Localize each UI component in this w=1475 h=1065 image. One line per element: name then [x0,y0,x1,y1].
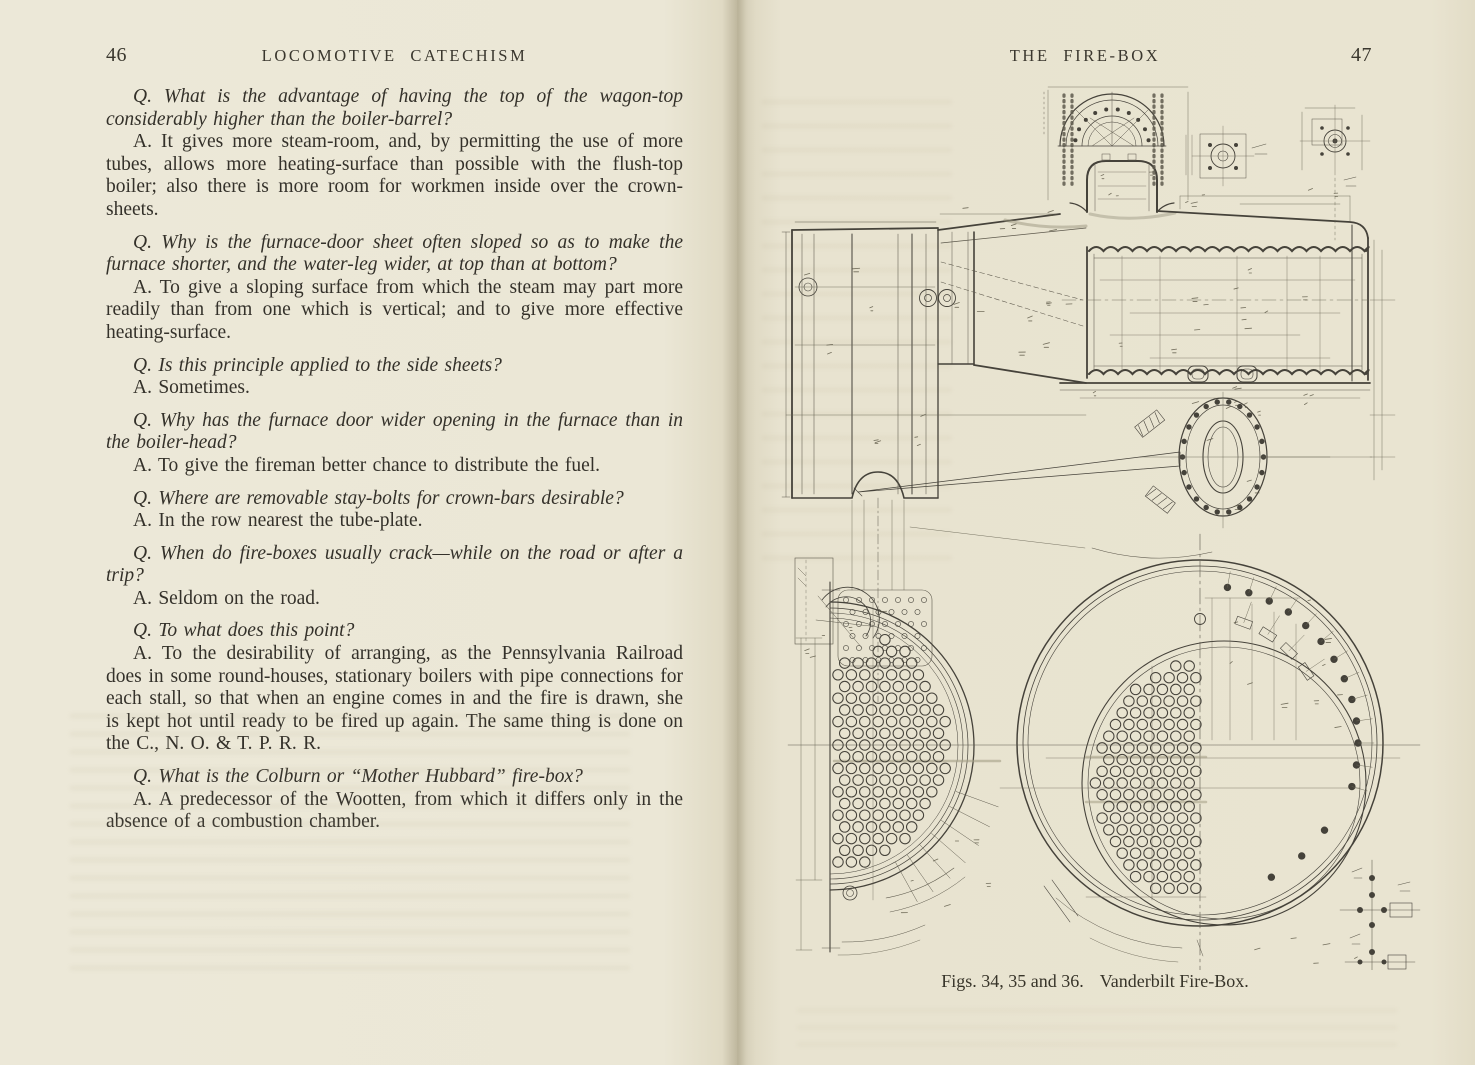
caption-figure-numbers: Figs. 34, 35 and 36. [941,971,1084,991]
mud-ring-detail [795,498,932,702]
figure-caption [845,971,1345,992]
barrel-corrugated-firebox [1060,196,1395,480]
vanderbilt-firebox-drawing [775,80,1465,970]
answer: A. Sometimes. [133,377,250,399]
steam-dome [1070,154,1175,218]
caption-figure-title: Vanderbilt Fire-Box. [1099,971,1249,991]
left-running-head: LOCOMOTIVE CATECHISM [261,46,528,65]
answer: A. It gives more steam-room, and, by permitting the use of more tubes, allows more heating-surface than possible with the flush-top boiler; also there is more room for workmen inside over the crown-sheets. [106,131,683,220]
fig34-side-elevation [782,87,1395,702]
left-page [0,0,737,1065]
answer: A. To the desirability of arranging, as the Pennsylvania Railroad does in some round-houses, stationary boilers with pipe connections for each stall, so that when an engine comes in and the fire is drawn, she is kept hot until ready to be fired up again. The same thing is done on the C., N. O. & T. P. R. R. [106,643,683,755]
right-page-number: 47 [1351,44,1372,66]
question: Q. To what does this point? [133,620,355,642]
answer: A. To give the fireman better chance to distribute the fuel. [133,454,601,476]
show-through-ghost [797,995,1397,1055]
qa-text-column [106,86,683,834]
question: Q. Where are removable stay-bolts for crown-bars desirable? [133,487,624,509]
answer: A. In the row nearest the tube-plate. [133,510,423,532]
question: Q. When do fire-boxes usually crack—while on the road or after a trip? [106,542,683,587]
question: Q. Why is the furnace-door sheet often sloped so as to make the furnace shorter, and the water-leg wider, at top than at bottom? [106,231,683,276]
fig35-tube-sheet-half [796,582,1000,955]
right-running-head: THE FIRE-BOX [1009,46,1161,65]
manhole-oval-detail [854,392,1372,558]
answer: A. Seldom on the road. [133,587,320,609]
left-page-number: 46 [106,44,127,66]
answer: A. To give a sloping surface from which the steam may part more readily than from one which is vertical; and to give more effective heating-surface. [106,276,683,343]
answer: A. A predecessor of the Wootten, from which it differs only in the absence of a combustion chamber. [106,788,683,833]
stay-bolt-cluster-detail [1340,860,1420,970]
flange-detail-icon [1186,126,1267,186]
page-gutter-shadow [722,0,756,1065]
question: Q. Why has the furnace door wider opening in the furnace than in the boiler-head? [106,409,683,454]
back-head [782,222,1086,498]
question: Q. Is this principle applied to the side sheets? [133,354,502,376]
throat-cone [938,214,1086,383]
dimension-annotations [804,172,1357,963]
dome-plan-detail [1044,87,1188,200]
question: Q. What is the advantage of having the top of the wagon-top considerably higher than the boiler-barrel? [106,86,683,130]
question: Q. What is the Colburn or “Mother Hubbard” fire-box? [133,766,583,788]
